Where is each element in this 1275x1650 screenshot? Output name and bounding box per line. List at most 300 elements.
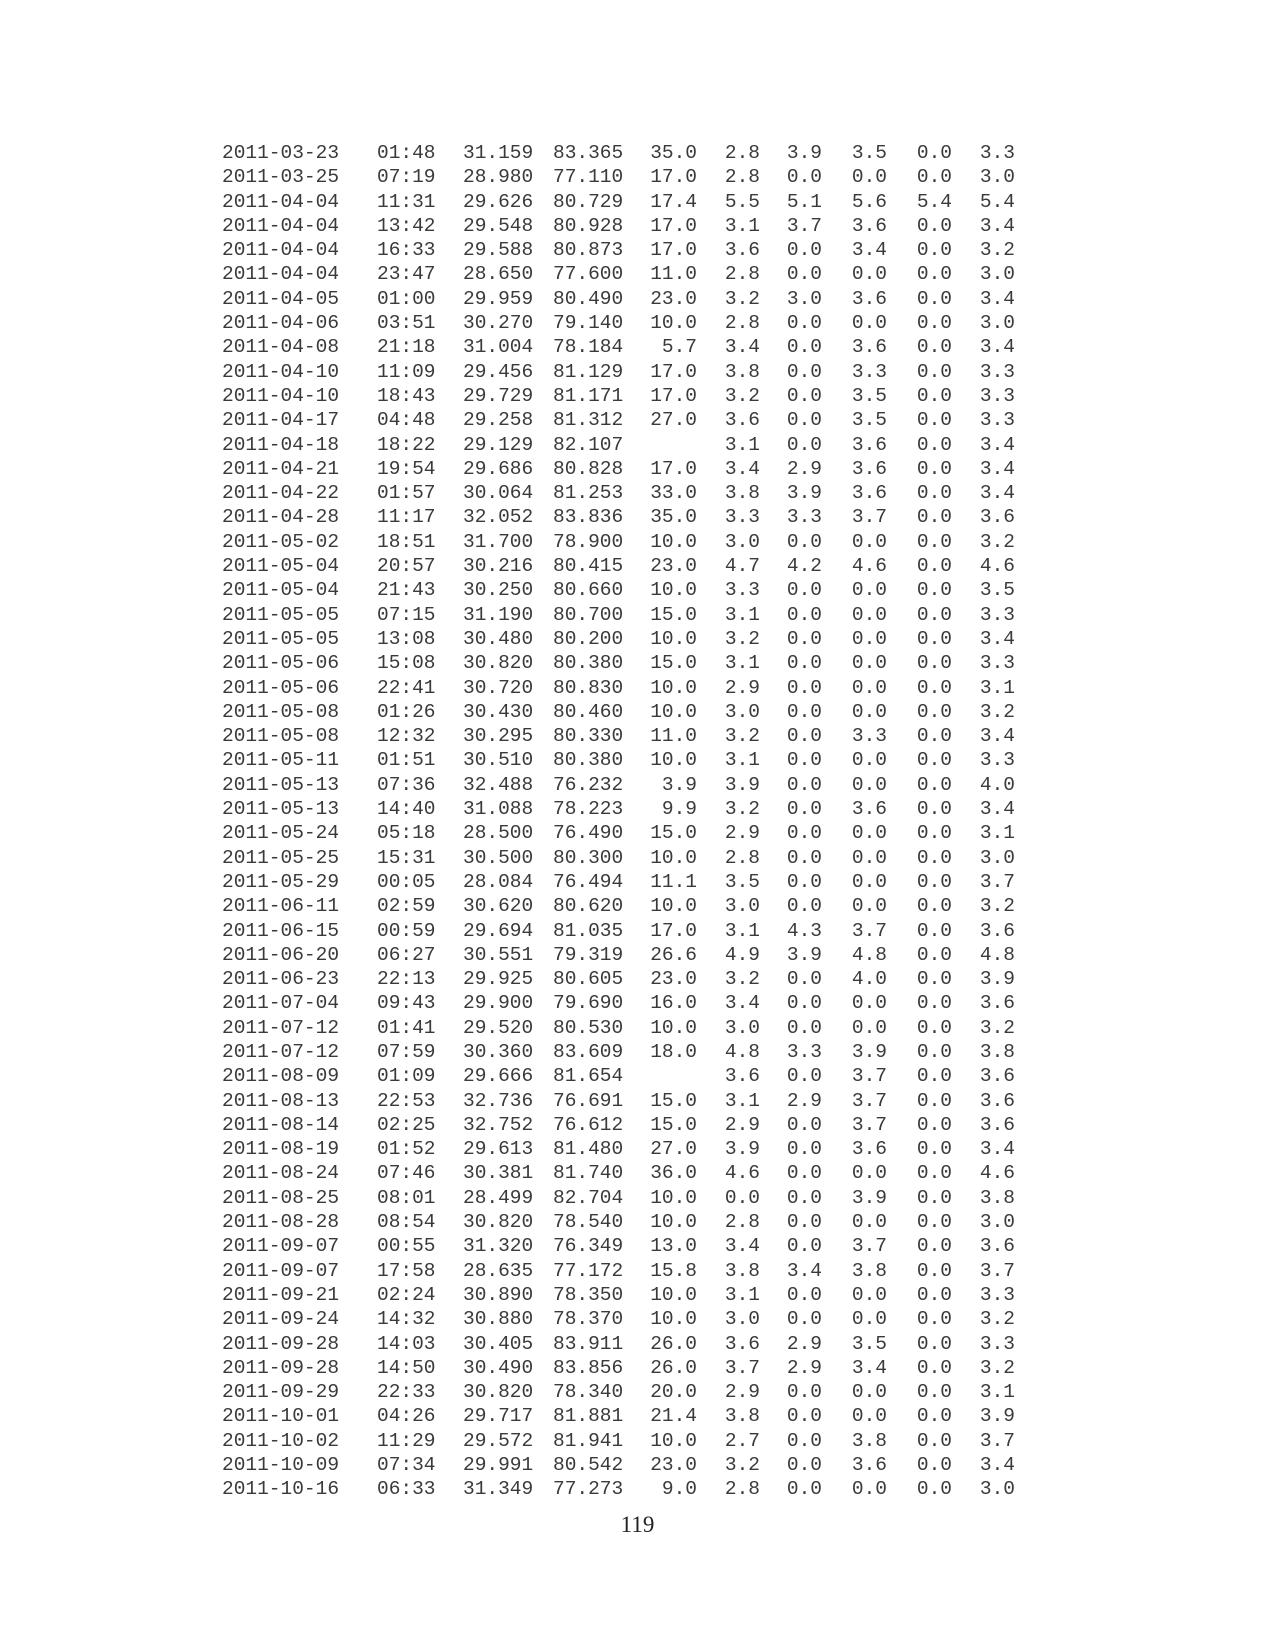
table-cell: 31.349: [463, 1478, 534, 1501]
table-cell: 3.3: [979, 409, 1015, 432]
table-cell: 3.4: [851, 239, 887, 262]
table-cell: 0.0: [916, 968, 952, 991]
table-cell: 3.9: [979, 968, 1015, 991]
table-row: [222, 821, 1015, 845]
table-cell: 3.8: [724, 1259, 760, 1282]
table-cell: 3.0: [786, 287, 822, 310]
table-cell: 27.0: [650, 409, 697, 432]
table-cell: 0.0: [916, 1235, 952, 1258]
table-cell: 3.2: [724, 968, 760, 991]
table-cell: 31.159: [463, 142, 534, 164]
table-cell: 2011-04-06: [222, 312, 340, 335]
table-cell: 26.0: [650, 1356, 697, 1379]
table-cell: 13:08: [377, 627, 436, 650]
table-cell: 3.6: [979, 1235, 1015, 1258]
table-cell: 0.0: [851, 676, 887, 699]
table-cell: 22:33: [377, 1381, 436, 1404]
table-cell: 10.0: [650, 1016, 697, 1039]
table-cell: 17.0: [650, 360, 697, 383]
table-row: [222, 165, 1015, 189]
table-cell: 3.3: [851, 725, 887, 748]
table-cell: 3.0: [979, 166, 1015, 189]
table-cell: 29.959: [463, 287, 534, 310]
table-cell: 80.873: [553, 239, 624, 262]
table-cell: 0.0: [916, 846, 952, 869]
table-cell: 0.0: [851, 749, 887, 772]
table-cell: 30.551: [463, 943, 534, 966]
table-cell: 0.0: [851, 1478, 887, 1501]
table-cell: 81.312: [553, 409, 624, 432]
table-cell: 2.9: [786, 1089, 822, 1112]
table-cell: 4.6: [724, 1162, 760, 1185]
table-cell: 11:29: [377, 1429, 436, 1452]
table-cell: 3.0: [724, 1016, 760, 1039]
data-table: [222, 141, 1015, 1502]
table-cell: 2011-09-21: [222, 1283, 340, 1306]
table-row: [222, 238, 1015, 262]
table-row: [222, 870, 1015, 894]
table-cell: 29.520: [463, 1016, 534, 1039]
table-cell: 0.0: [851, 822, 887, 845]
table-cell: 0.0: [916, 1211, 952, 1234]
table-cell: 4.0: [979, 773, 1015, 796]
table-cell: 29.717: [463, 1405, 534, 1428]
table-cell: 0.0: [786, 627, 822, 650]
table-cell: 0.0: [916, 822, 952, 845]
table-cell: 3.9: [851, 1040, 887, 1063]
table-cell: 0.0: [916, 409, 952, 432]
table-cell: 03:51: [377, 312, 436, 335]
table-cell: 77.110: [553, 166, 624, 189]
table-cell: 2011-04-04: [222, 214, 340, 237]
table-cell: 3.3: [979, 603, 1015, 626]
table-cell: 80.928: [553, 214, 624, 237]
table-cell: 3.6: [851, 433, 887, 456]
table-cell: 81.654: [553, 1065, 624, 1088]
table-cell: 0.0: [916, 384, 952, 407]
table-cell: 18:51: [377, 530, 436, 553]
table-cell: 15:31: [377, 846, 436, 869]
table-row: [222, 335, 1015, 359]
table-cell: 80.542: [553, 1454, 624, 1477]
table-cell: 07:36: [377, 773, 436, 796]
table-cell: 05:18: [377, 822, 436, 845]
table-cell: 3.9: [851, 1186, 887, 1209]
table-cell: 2.8: [724, 142, 760, 164]
table-cell: 0.0: [786, 1454, 822, 1477]
table-cell: 4.6: [979, 555, 1015, 578]
table-cell: 11:31: [377, 190, 436, 213]
table-cell: 2011-09-28: [222, 1356, 340, 1379]
table-cell: 0.0: [916, 1138, 952, 1161]
table-cell: 3.8: [724, 360, 760, 383]
table-cell: 17.0: [650, 166, 697, 189]
table-cell: 4.8: [979, 943, 1015, 966]
table-cell: 0.0: [851, 895, 887, 918]
table-cell: 3.6: [851, 214, 887, 237]
table-cell: 0.0: [851, 530, 887, 553]
table-cell: 02:25: [377, 1113, 436, 1136]
table-cell: 0.0: [916, 1429, 952, 1452]
table-cell: 17.0: [650, 214, 697, 237]
table-cell: 2.9: [786, 1356, 822, 1379]
table-cell: 0.0: [786, 1308, 822, 1331]
table-cell: 3.4: [979, 1454, 1015, 1477]
table-cell: 78.350: [553, 1283, 624, 1306]
table-cell: 3.3: [786, 506, 822, 529]
table-cell: 29.613: [463, 1138, 534, 1161]
table-row: [222, 1089, 1015, 1113]
table-cell: 0.0: [916, 895, 952, 918]
table-cell: 30.510: [463, 749, 534, 772]
table-cell: 30.490: [463, 1356, 534, 1379]
table-cell: 20.0: [650, 1381, 697, 1404]
table-cell: 3.5: [851, 409, 887, 432]
table-cell: 17.0: [650, 239, 697, 262]
table-cell: 0.0: [786, 846, 822, 869]
table-cell: 2011-08-13: [222, 1089, 340, 1112]
table-cell: 3.2: [724, 725, 760, 748]
table-cell: 3.9: [786, 943, 822, 966]
table-row: [222, 1453, 1015, 1477]
table-cell: 0.0: [786, 360, 822, 383]
table-cell: 23.0: [650, 968, 697, 991]
table-cell: 15.0: [650, 1089, 697, 1112]
table-cell: 76.691: [553, 1089, 624, 1112]
table-cell: 2011-03-23: [222, 142, 340, 164]
table-row: [222, 1016, 1015, 1040]
table-cell: 0.0: [786, 239, 822, 262]
table-cell: 3.3: [786, 1040, 822, 1063]
table-cell: 5.6: [851, 190, 887, 213]
table-cell: 29.991: [463, 1454, 534, 1477]
table-cell: 2011-08-24: [222, 1162, 340, 1185]
table-cell: 81.035: [553, 919, 624, 942]
table-cell: 15.0: [650, 603, 697, 626]
table-cell: 0.0: [916, 1089, 952, 1112]
table-cell: 3.8: [851, 1259, 887, 1282]
table-row: [222, 603, 1015, 627]
table-cell: 0.0: [916, 1283, 952, 1306]
table-cell: 0.0: [851, 166, 887, 189]
table-cell: 2011-05-24: [222, 822, 340, 845]
table-cell: 30.880: [463, 1308, 534, 1331]
table-cell: 3.6: [724, 1332, 760, 1355]
table-cell: 26.6: [650, 943, 697, 966]
table-cell: 0.0: [851, 1211, 887, 1234]
table-cell: 3.7: [851, 1235, 887, 1258]
table-cell: 30.430: [463, 700, 534, 723]
table-cell: 0.0: [786, 652, 822, 675]
table-cell: 0.0: [786, 312, 822, 335]
table-cell: 13.0: [650, 1235, 697, 1258]
table-cell: 21:18: [377, 336, 436, 359]
table-cell: 3.3: [724, 579, 760, 602]
table-cell: 3.5: [851, 384, 887, 407]
table-cell: 28.650: [463, 263, 534, 286]
table-cell: 80.490: [553, 287, 624, 310]
table-row: [222, 748, 1015, 772]
table-cell: 0.0: [786, 579, 822, 602]
table-cell: 81.941: [553, 1429, 624, 1452]
table-cell: 32.488: [463, 773, 534, 796]
table-cell: 23.0: [650, 287, 697, 310]
table-cell: 23.0: [650, 1454, 697, 1477]
table-cell: 2011-04-10: [222, 360, 340, 383]
table-cell: 0.0: [916, 992, 952, 1015]
table-cell: 32.752: [463, 1113, 534, 1136]
table-cell: 0.0: [786, 725, 822, 748]
table-cell: 5.4: [916, 190, 952, 213]
table-cell: 29.129: [463, 433, 534, 456]
table-cell: 30.820: [463, 1211, 534, 1234]
table-cell: 3.6: [851, 798, 887, 821]
table-cell: 29.900: [463, 992, 534, 1015]
table-cell: 3.0: [979, 263, 1015, 286]
table-row: [222, 141, 1015, 165]
table-row: [222, 1040, 1015, 1064]
table-row: [222, 360, 1015, 384]
table-cell: 4.6: [979, 1162, 1015, 1185]
table-cell: 3.4: [979, 482, 1015, 505]
table-cell: 00:59: [377, 919, 436, 942]
table-cell: 30.500: [463, 846, 534, 869]
table-cell: 79.140: [553, 312, 624, 335]
table-cell: 2011-09-07: [222, 1259, 340, 1282]
table-cell: 35.0: [650, 142, 697, 164]
table-cell: 11.1: [650, 870, 697, 893]
table-cell: 79.690: [553, 992, 624, 1015]
table-cell: 3.1: [724, 1283, 760, 1306]
table-cell: 11:09: [377, 360, 436, 383]
table-cell: 3.9: [724, 1138, 760, 1161]
table-row: [222, 1210, 1015, 1234]
table-cell: 0.0: [916, 725, 952, 748]
table-cell: 3.7: [979, 1429, 1015, 1452]
table-cell: 0.0: [851, 870, 887, 893]
table-cell: 16.0: [650, 992, 697, 1015]
table-cell: 3.6: [724, 1065, 760, 1088]
table-cell: 29.626: [463, 190, 534, 213]
table-cell: 10.0: [650, 676, 697, 699]
table-cell: 0.0: [916, 287, 952, 310]
table-cell: 3.0: [724, 700, 760, 723]
table-cell: 07:15: [377, 603, 436, 626]
table-cell: 30.216: [463, 555, 534, 578]
table-cell: 3.2: [979, 530, 1015, 553]
table-cell: 02:24: [377, 1283, 436, 1306]
table-cell: 3.2: [979, 239, 1015, 262]
table-cell: 06:33: [377, 1478, 436, 1501]
table-cell: 04:48: [377, 409, 436, 432]
table-cell: 78.340: [553, 1381, 624, 1404]
table-cell: 31.004: [463, 336, 534, 359]
table-cell: 10.0: [650, 1308, 697, 1331]
table-cell: 20:57: [377, 555, 436, 578]
table-cell: 3.6: [979, 919, 1015, 942]
table-cell: 0.0: [916, 1065, 952, 1088]
table-cell: 0.0: [786, 263, 822, 286]
table-cell: 3.4: [786, 1259, 822, 1282]
table-row: [222, 724, 1015, 748]
table-cell: 0.0: [786, 1405, 822, 1428]
table-cell: 80.460: [553, 700, 624, 723]
table-cell: 3.3: [979, 384, 1015, 407]
table-cell: 81.129: [553, 360, 624, 383]
table-cell: 3.9: [724, 773, 760, 796]
table-cell: 10.0: [650, 1429, 697, 1452]
table-cell: 10.0: [650, 895, 697, 918]
table-cell: 2.9: [724, 1381, 760, 1404]
table-cell: 81.881: [553, 1405, 624, 1428]
table-cell: 2011-04-04: [222, 263, 340, 286]
table-cell: 0.0: [916, 239, 952, 262]
table-cell: 10.0: [650, 579, 697, 602]
table-cell: 28.980: [463, 166, 534, 189]
table-cell: 3.4: [979, 457, 1015, 480]
table-cell: 08:01: [377, 1186, 436, 1209]
table-cell: 2011-06-20: [222, 943, 340, 966]
table-row: [222, 1404, 1015, 1428]
table-row: [222, 894, 1015, 918]
table-cell: 4.8: [851, 943, 887, 966]
table-cell: 3.6: [979, 1065, 1015, 1088]
table-cell: 15:08: [377, 652, 436, 675]
table-cell: 2011-10-02: [222, 1429, 340, 1452]
table-cell: 3.6: [851, 336, 887, 359]
table-cell: 2011-05-04: [222, 579, 340, 602]
table-cell: 3.2: [979, 1308, 1015, 1331]
table-row: [222, 991, 1015, 1015]
table-cell: 82.704: [553, 1186, 624, 1209]
table-cell: 0.0: [916, 142, 952, 164]
table-cell: 0.0: [786, 1478, 822, 1501]
table-cell: 0.0: [786, 530, 822, 553]
table-cell: 0.0: [786, 773, 822, 796]
table-cell: 0.0: [786, 1283, 822, 1306]
table-cell: 3.2: [724, 798, 760, 821]
table-cell: 07:46: [377, 1162, 436, 1185]
table-cell: 2011-05-29: [222, 870, 340, 893]
table-cell: 0.0: [786, 1211, 822, 1234]
table-cell: 30.270: [463, 312, 534, 335]
table-cell: 0.0: [916, 943, 952, 966]
table-cell: 3.2: [979, 1356, 1015, 1379]
table-cell: 01:48: [377, 142, 436, 164]
table-cell: 80.530: [553, 1016, 624, 1039]
table-cell: 31.190: [463, 603, 534, 626]
table-cell: 0.0: [916, 336, 952, 359]
table-cell: 3.1: [724, 603, 760, 626]
table-cell: 80.729: [553, 190, 624, 213]
table-cell: 0.0: [916, 1016, 952, 1039]
table-cell: 0.0: [916, 360, 952, 383]
table-cell: 3.4: [724, 1235, 760, 1258]
table-cell: 2011-07-12: [222, 1040, 340, 1063]
table-row: [222, 408, 1015, 432]
table-cell: 3.3: [724, 506, 760, 529]
table-cell: 3.6: [979, 992, 1015, 1015]
table-cell: 2.8: [724, 312, 760, 335]
table-cell: 78.900: [553, 530, 624, 553]
table-cell: 30.381: [463, 1162, 534, 1185]
table-cell: 80.660: [553, 579, 624, 602]
table-cell: 3.0: [724, 530, 760, 553]
table-cell: 15.0: [650, 822, 697, 845]
table-cell: 3.0: [979, 1211, 1015, 1234]
table-cell: 14:32: [377, 1308, 436, 1331]
table-cell: 0.0: [786, 749, 822, 772]
table-cell: 80.300: [553, 846, 624, 869]
table-cell: 3.5: [724, 870, 760, 893]
table-cell: 01:09: [377, 1065, 436, 1088]
table-cell: 4.3: [786, 919, 822, 942]
table-cell: 2011-05-05: [222, 603, 340, 626]
table-cell: 80.380: [553, 652, 624, 675]
table-cell: 3.5: [979, 579, 1015, 602]
table-cell: 0.0: [786, 700, 822, 723]
table-cell: 3.7: [851, 1065, 887, 1088]
table-cell: 23:47: [377, 263, 436, 286]
table-cell: 18:22: [377, 433, 436, 456]
table-row: [222, 1113, 1015, 1137]
table-cell: 0.0: [916, 482, 952, 505]
table-cell: 22:53: [377, 1089, 436, 1112]
table-cell: 02:59: [377, 895, 436, 918]
table-cell: 21.4: [650, 1405, 697, 1428]
table-cell: 29.588: [463, 239, 534, 262]
table-row: [222, 554, 1015, 578]
table-cell: 11:17: [377, 506, 436, 529]
table-cell: 0.0: [786, 1381, 822, 1404]
table-cell: 83.365: [553, 142, 624, 164]
table-cell: 14:50: [377, 1356, 436, 1379]
table-cell: 2.9: [724, 676, 760, 699]
table-row: [222, 1477, 1015, 1501]
table-cell: 3.4: [979, 287, 1015, 310]
table-cell: 2.8: [724, 1478, 760, 1501]
table-row: [222, 214, 1015, 238]
table-cell: 2011-08-25: [222, 1186, 340, 1209]
table-cell: 3.6: [979, 506, 1015, 529]
page-number: 119: [620, 1512, 655, 1537]
table-cell: 3.3: [979, 1283, 1015, 1306]
table-row: [222, 457, 1015, 481]
table-cell: 0.0: [916, 798, 952, 821]
table-cell: 0.0: [916, 1332, 952, 1355]
table-row: [222, 627, 1015, 651]
table-cell: 26.0: [650, 1332, 697, 1355]
table-cell: 28.500: [463, 822, 534, 845]
table-cell: 0.0: [851, 1162, 887, 1185]
table-cell: 0.0: [851, 1283, 887, 1306]
table-cell: 07:19: [377, 166, 436, 189]
table-cell: 3.7: [979, 1259, 1015, 1282]
table-cell: 0.0: [786, 409, 822, 432]
table-cell: 3.4: [979, 336, 1015, 359]
table-cell: 2011-05-13: [222, 773, 340, 796]
table-row: [222, 287, 1015, 311]
table-cell: 0.0: [851, 312, 887, 335]
table-cell: 28.635: [463, 1259, 534, 1282]
table-cell: 3.1: [979, 822, 1015, 845]
table-cell: 00:55: [377, 1235, 436, 1258]
table-cell: 2011-04-22: [222, 482, 340, 505]
table-cell: 22:41: [377, 676, 436, 699]
table-cell: 3.6: [851, 482, 887, 505]
table-cell: 3.3: [979, 652, 1015, 675]
table-row: [222, 1234, 1015, 1258]
